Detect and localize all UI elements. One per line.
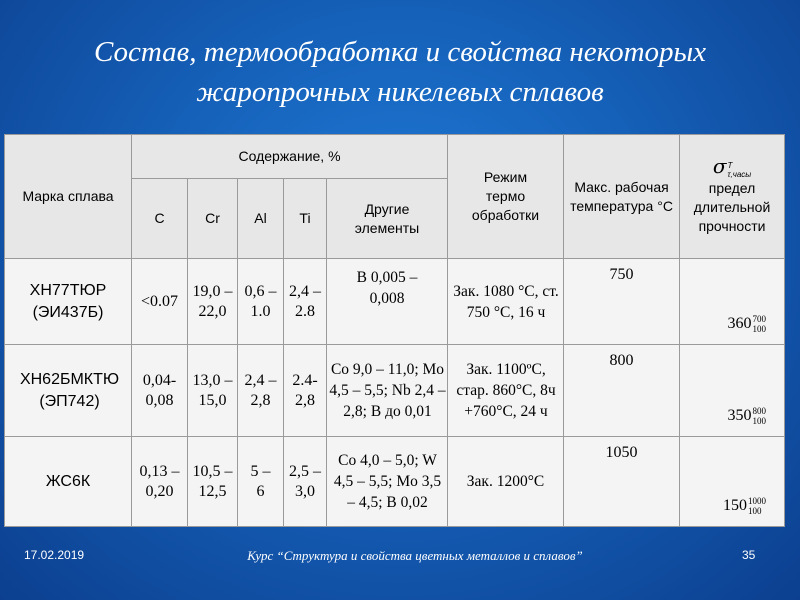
cell-grade: ЖС6К bbox=[5, 437, 132, 527]
cell-max-temp: 800 bbox=[564, 345, 680, 437]
table-row bbox=[5, 259, 785, 345]
header-other-text: Другие элементы bbox=[354, 200, 420, 236]
cell-cr bbox=[188, 437, 238, 527]
cell-c bbox=[132, 437, 188, 527]
c-text: 0,13 – 0,20 bbox=[139, 462, 180, 500]
treatment-text: Зак. 1100ºС, стар. 860°С, 8ч +760°С, 24 ч bbox=[456, 361, 556, 420]
other-text: B 0,005 – 0,008 bbox=[356, 269, 418, 307]
ti-text: 2.4- 2,8 bbox=[292, 371, 318, 409]
strength-scripts bbox=[753, 406, 767, 426]
cr-text: 10,5 – 12,5 bbox=[192, 462, 233, 500]
strength-time: 100 bbox=[752, 324, 767, 334]
sigma-scripts bbox=[727, 161, 751, 179]
treatment-text: Зак. 1080 °С, ст. 750 °С, 16 ч bbox=[453, 282, 559, 321]
strength-value: 360 bbox=[727, 314, 752, 332]
cell-max-temp: 1050 bbox=[564, 437, 680, 527]
cell-grade bbox=[5, 259, 132, 345]
al-text: 5 – 6 bbox=[250, 462, 271, 500]
table-row bbox=[5, 345, 785, 437]
strength-temp: 1000 bbox=[748, 496, 767, 506]
strength-scripts bbox=[748, 496, 766, 516]
strength-time: 100 bbox=[752, 416, 767, 426]
other-text: Co 4,0 – 5,0; W 4,5 – 5,5; Mo 3,5 – 4,5; B 0,02 bbox=[333, 452, 442, 511]
ti-text: 2,4 – 2.8 bbox=[289, 282, 321, 320]
grade-text: ХН62БМКТЮ (ЭП742) bbox=[19, 370, 120, 410]
other-text: Co 9,0 – 11,0; Mo 4,5 – 5,5; Nb 2,4 – 2,8; B до 0,01 bbox=[329, 361, 446, 420]
cell-strength bbox=[680, 345, 785, 437]
cell-other bbox=[327, 345, 448, 437]
cell-c bbox=[132, 345, 188, 437]
alloy-properties-table bbox=[4, 134, 785, 527]
cell-cr bbox=[188, 259, 238, 345]
header-composition: Содержание, % bbox=[132, 135, 448, 179]
strength-scripts bbox=[753, 314, 767, 334]
strength-symbol bbox=[682, 154, 782, 179]
strength-time: 100 bbox=[748, 506, 762, 516]
al-text: 2,4 – 2,8 bbox=[244, 371, 277, 409]
footer-page-number: 35 bbox=[742, 548, 756, 562]
cr-text: 13,0 – 15,0 bbox=[192, 371, 233, 409]
cell-max-temp: 750 bbox=[564, 259, 680, 345]
strength-temp: 800 bbox=[752, 406, 767, 416]
header-strength bbox=[680, 135, 785, 259]
strength-value: 350 bbox=[727, 406, 752, 424]
header-max-temp: Макс. рабочая температура °C bbox=[564, 135, 680, 259]
cell-other bbox=[327, 437, 448, 527]
slide-title-line-2: жаропрочных никелевых сплавов bbox=[196, 76, 604, 108]
cell-treatment bbox=[448, 259, 564, 345]
header-al: Al bbox=[238, 179, 284, 259]
slide-title bbox=[0, 32, 800, 112]
cr-text: 19,0 – 22,0 bbox=[192, 282, 233, 320]
cell-strength bbox=[680, 437, 785, 527]
header-cr: Cr bbox=[188, 179, 238, 259]
cell-treatment: Зак. 1200°С bbox=[448, 437, 564, 527]
sigma-symbol: σ bbox=[712, 154, 727, 179]
strength-label: предел длительной прочности bbox=[693, 179, 771, 234]
cell-al bbox=[238, 437, 284, 527]
header-treatment-text: Режим термо обработки bbox=[471, 169, 540, 223]
header-other bbox=[327, 179, 448, 259]
header-treatment bbox=[448, 135, 564, 259]
cell-al bbox=[238, 345, 284, 437]
strength-value: 150 bbox=[723, 496, 748, 514]
al-text: 0,6 – 1.0 bbox=[244, 282, 277, 320]
ti-text: 2,5 – 3,0 bbox=[289, 462, 321, 500]
cell-grade bbox=[5, 345, 132, 437]
header-c: C bbox=[132, 179, 188, 259]
grade-text: ХН77ТЮР (ЭИ437Б) bbox=[29, 281, 107, 321]
sigma-sup: T bbox=[727, 160, 733, 170]
footer-date: 17.02.2019 bbox=[24, 548, 85, 562]
slide-title-line-1: Состав, термообработка и свойства некоторых bbox=[93, 36, 707, 68]
sigma-sub: τ,часы bbox=[727, 169, 752, 179]
table-row bbox=[5, 437, 785, 527]
cell-ti bbox=[284, 437, 327, 527]
cell-ti bbox=[284, 259, 327, 345]
cell-ti bbox=[284, 345, 327, 437]
header-grade: Марка сплава bbox=[5, 135, 132, 259]
cell-treatment bbox=[448, 345, 564, 437]
cell-other bbox=[327, 259, 448, 345]
strength-temp: 700 bbox=[752, 314, 767, 324]
c-text: 0,04- 0,08 bbox=[142, 371, 177, 409]
cell-cr bbox=[188, 345, 238, 437]
header-ti: Ti bbox=[284, 179, 327, 259]
cell-al bbox=[238, 259, 284, 345]
cell-c: <0.07 bbox=[132, 259, 188, 345]
cell-strength bbox=[680, 259, 785, 345]
footer-course: Курс “Структура и свойства цветных металлов и сплавов” bbox=[247, 548, 583, 563]
alloy-table-container bbox=[4, 134, 784, 526]
